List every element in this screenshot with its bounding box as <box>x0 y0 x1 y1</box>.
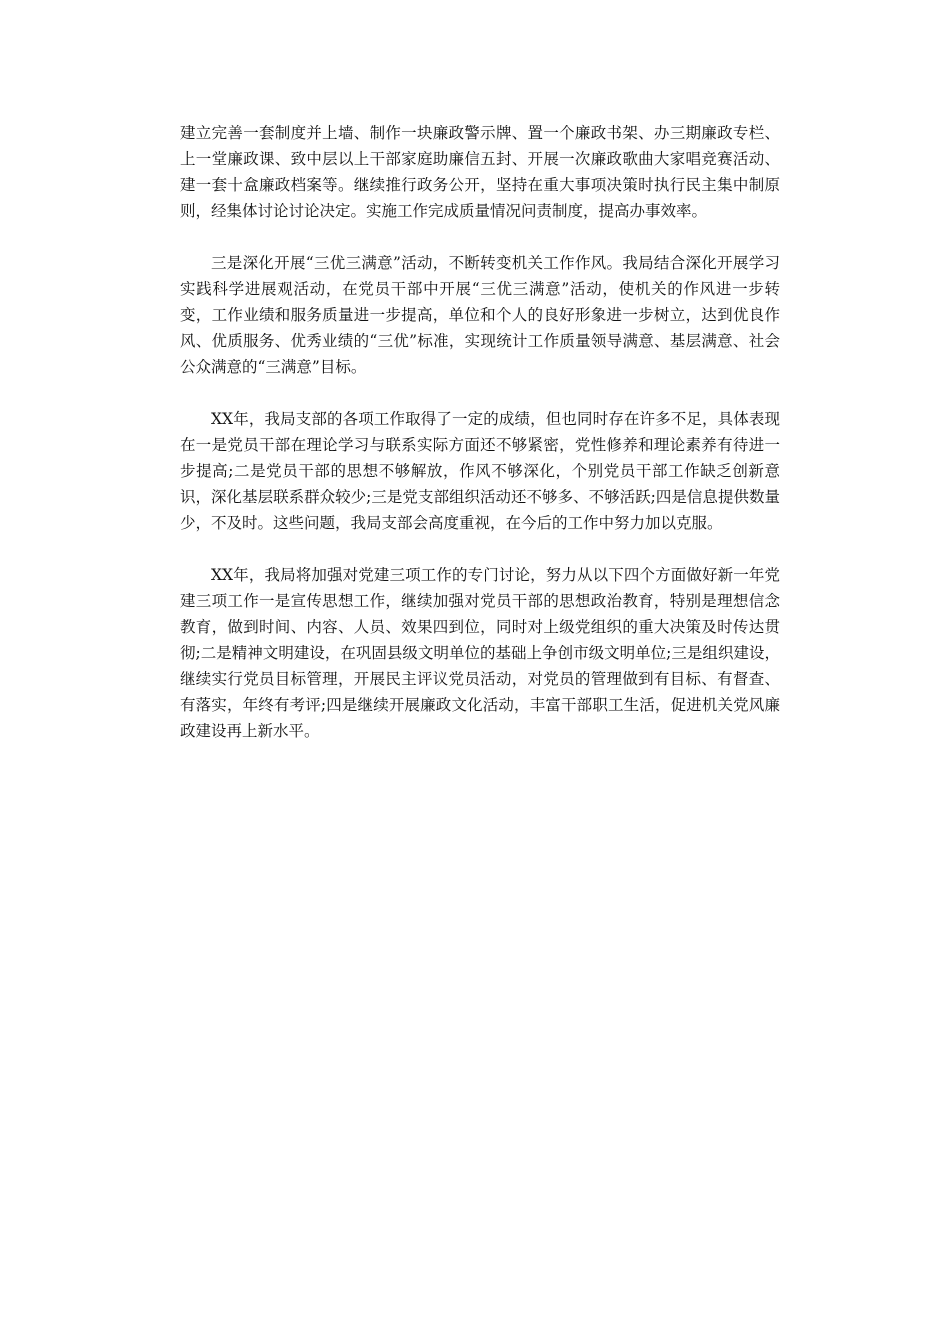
document-body <box>180 120 780 770</box>
paragraph-2: 三是深化开展“三优三满意”活动，不断转变机关工作作风。我局结合深化开展学习实践科学进展观活动，在党员干部中开展“三优三满意”活动，使机关的作风进一步转变，工作业绩和服务质量进一步提高，单位和个人的良好形象进一步树立，达到优良作风、优质服务、优秀业绩的“三优”标准，实现统计工作质量领导满意、基层满意、社会公众满意的“三满意”目标。 <box>180 254 780 376</box>
paragraph-3: XX年，我局支部的各项工作取得了一定的成绩，但也同时存在许多不足，具体表现在一是党员干部在理论学习与联系实际方面还不够紧密，党性修养和理论素养有待进一步提高;二是党员干部的思想不够解放，作风不够深化，个别党员干部工作缺乏创新意识，深化基层联系群众较少;三是党支部组织活动还不够多、不够活跃;四是信息提供数量少，不及时。这些问题，我局支部会高度重视，在今后的工作中努力加以克服。 <box>180 410 780 532</box>
paragraph-4: XX年，我局将加强对党建三项工作的专门讨论，努力从以下四个方面做好新一年党建三项工作一是宣传思想工作，继续加强对党员干部的思想政治教育，特别是理想信念教育，做到时间、内容、人员、效果四到位，同时对上级党组织的重大决策及时传达贯彻;二是精神文明建设，在巩固县级文明单位的基础上争创市级文明单位;三是组织建设，继续实行党员目标管理，开展民主评议党员活动，对党员的管理做到有目标、有督查、有落实，年终有考评;四是继续开展廉政文化活动，丰富干部职工生活，促进机关党风廉政建设再上新水平。 <box>180 566 780 740</box>
paragraph-1: 建立完善一套制度并上墙、制作一块廉政警示牌、置一个廉政书架、办三期廉政专栏、上一堂廉政课、致中层以上干部家庭助廉信五封、开展一次廉政歌曲大家唱竞赛活动、建一套十盒廉政档案等。继续推行政务公开，坚持在重大事项决策时执行民主集中制原则，经集体讨论讨论决定。实施工作完成质量情况问责制度，提高办事效率。 <box>180 124 780 220</box>
